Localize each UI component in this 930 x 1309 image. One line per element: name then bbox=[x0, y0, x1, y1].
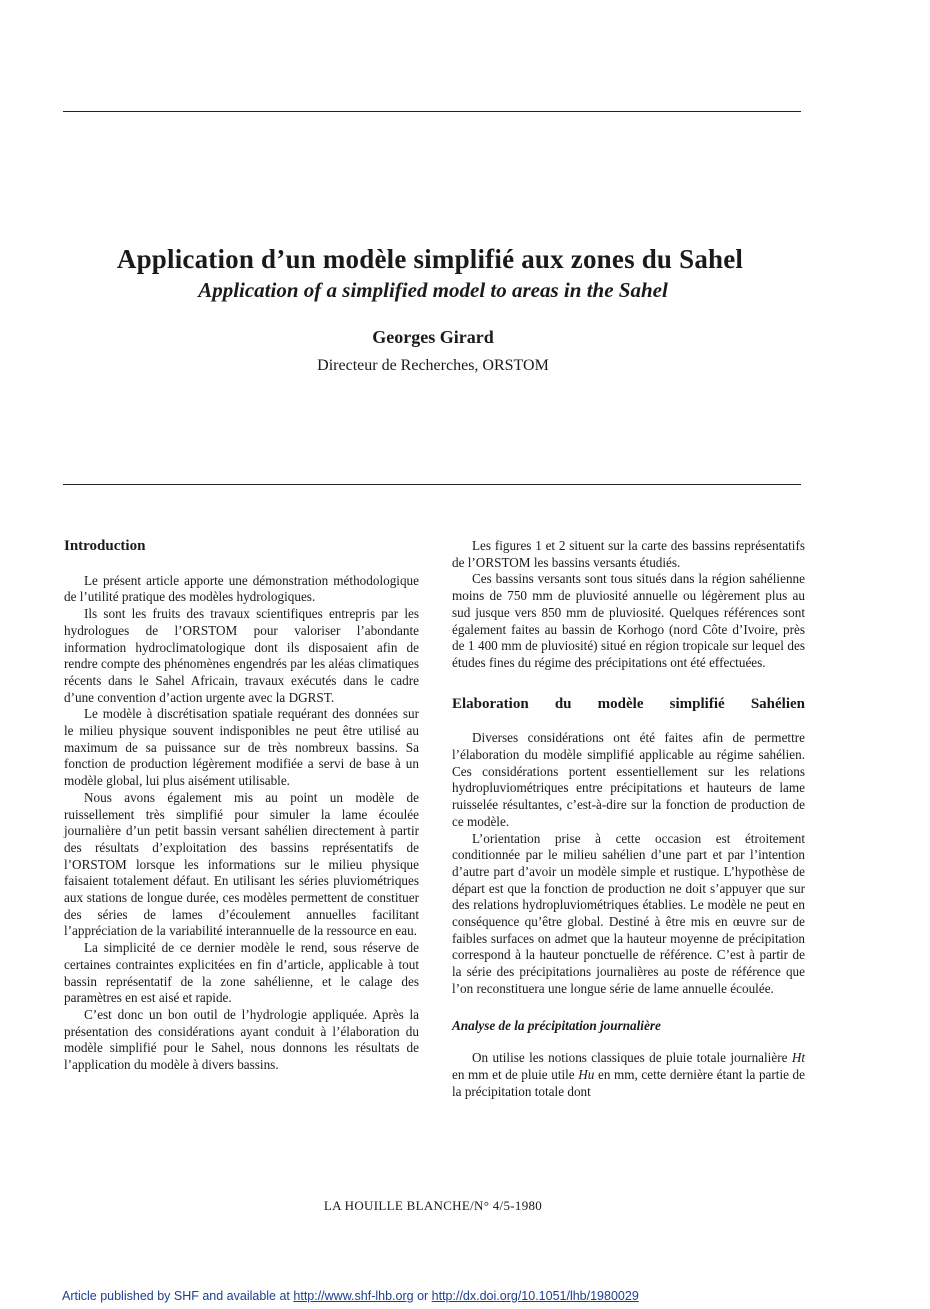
paragraph: Le présent article apporte une démonstration méthodologique de l’utilité pratique des modèles hydrologiques. bbox=[64, 572, 419, 605]
paragraph: C’est donc un bon outil de l’hydrologie appliquée. Après la présentation des considérations ayant conduit à l’élaboration du modèle simplifié pour le Sahel, nous donnons les résultats de l’application du modèle à divers bassins. bbox=[64, 1006, 419, 1073]
publication-line bbox=[62, 1289, 639, 1303]
doi-link[interactable]: http://dx.doi.org/10.1051/lhb/1980029 bbox=[431, 1289, 639, 1303]
paragraph: Ces bassins versants sont tous situés dans la région sahélienne moins de 750 mm de pluviosité annuelle ou légèrement plus au sud jusque vers 850 mm de pluviosité. Quelques références sont également faites au bassin de Korhogo (nord Côte d’Ivoire, près de 1 400 mm de pluviosité) situé en région tropicale sur lequel des études fines du régime des précipitations ont été effectuées. bbox=[452, 571, 805, 670]
paragraph: La simplicité de ce dernier modèle le rend, sous réserve de certaines contraintes explicitées en fin d’article, applicable à tout bassin représentatif de la zone sahélienne, et le calage des paramètres en est aisé et rapide. bbox=[64, 940, 419, 1006]
subsection-heading-analyse: Analyse de la précipitation journalière bbox=[452, 1017, 661, 1033]
shf-link[interactable]: http://www.shf-lhb.org bbox=[293, 1289, 414, 1303]
paragraph: Le modèle à discrétisation spatiale requérant des données sur le milieu physique souvent indisponibles ne peut être utilisé au maximum de sa puissance sur de très nombreux bassins. Sa fonction de production légèrement modifiée a servi de base à un modèle global, lui plus aisément utilisable. bbox=[64, 706, 419, 789]
section-heading-introduction: Introduction bbox=[64, 538, 146, 554]
paragraph: Les figures 1 et 2 situent sur la carte des bassins représentatifs de l’ORSTOM les bassins versants étudiés. bbox=[452, 538, 805, 570]
variable-hu: Hu bbox=[578, 1066, 595, 1082]
text-run: On utilise les notions classiques de pluie totale journalière bbox=[472, 1050, 792, 1066]
paragraph: Diverses considérations ont été faites afin de permettre l’élaboration du modèle simplifié applicable au régime sahélien. Ces considérations portent essentiellement sur les relations hydropluviométriques entre précipitations et hauteurs de lame ruisselée résultantes, c’est-à-dire sur la fonction de production de ce modèle. bbox=[452, 730, 805, 829]
top-rule bbox=[63, 111, 801, 112]
publication-prefix: Article published by SHF and available at bbox=[62, 1289, 294, 1303]
author-affiliation: Directeur de Recherches, ORSTOM bbox=[317, 357, 549, 374]
article-subtitle: Application of a simplified model to areas in the Sahel bbox=[198, 278, 668, 302]
paragraph: Nous avons également mis au point un modèle de ruissellement très simplifié pour simuler la lame écoulée journalière d’un petit bassin versant sahélien directement à partir des résultats d’exploitation des bassins représentatifs de l’ORSTOM lorsque les informations sur le milieu physique faisaient totalement défaut. En utilisant les séries pluviométriques aux stations de longue durée, ces modèles permettent de constituer des séries de lames d’écoulement annuelles facilitant l’appréciation de la variabilité interannuelle de la ressource en eau. bbox=[64, 789, 419, 939]
text-run: en mm, cette dernière étant la partie de la précipitation totale dont bbox=[452, 1066, 806, 1099]
paragraph: L’orientation prise à cette occasion est étroitement conditionnée par le milieu sahélien d’une part et par l’intention d’autre part d’avoir un modèle simple et rustique. L’hypothèse de départ est que la fonction de production ne doit s’appuyer que sur des relations hydropluviométriques établies. Le modèle ne peut en conséquence qu’être global. Destiné à être mis en œuvre sur de faibles surfaces on admet que la hauteur moyenne de précipitation correspond à la hauteur ponctuelle de référence. C’est à partir de la série des précipitations journalières au poste de référence que l’on reconstituera une longue série de lame annuelle écoulée. bbox=[452, 830, 805, 996]
header-bottom-rule bbox=[63, 484, 801, 485]
paragraph: Ils sont les fruits des travaux scientifiques entrepris par les hydrologues de l’ORSTOM pour valoriser l’abondante information hydroclimatologique dont ils disposaient afin de rendre compte des phénomènes engendrés par les aléas climatiques récents dans le Sahel Africain, travaux exécutés dans le cadre d’une convention d’action urgente avec la DGRST. bbox=[64, 606, 419, 705]
text-run: en mm et de pluie utile bbox=[452, 1066, 579, 1082]
right-column bbox=[452, 538, 805, 1100]
left-column bbox=[64, 538, 419, 1074]
article-title: Application d’un modèle simplifié aux zones du Sahel bbox=[116, 244, 744, 275]
publication-middle: or bbox=[413, 1289, 432, 1303]
journal-footer: LA HOUILLE BLANCHE/N° 4/5-1980 bbox=[323, 1198, 543, 1213]
section-heading-elaboration: Elaboration du modèle simplifié Sahélien bbox=[452, 695, 805, 712]
author-name: Georges Girard bbox=[372, 327, 494, 347]
paragraph-last bbox=[452, 1050, 805, 1100]
variable-ht: Ht bbox=[791, 1050, 805, 1066]
